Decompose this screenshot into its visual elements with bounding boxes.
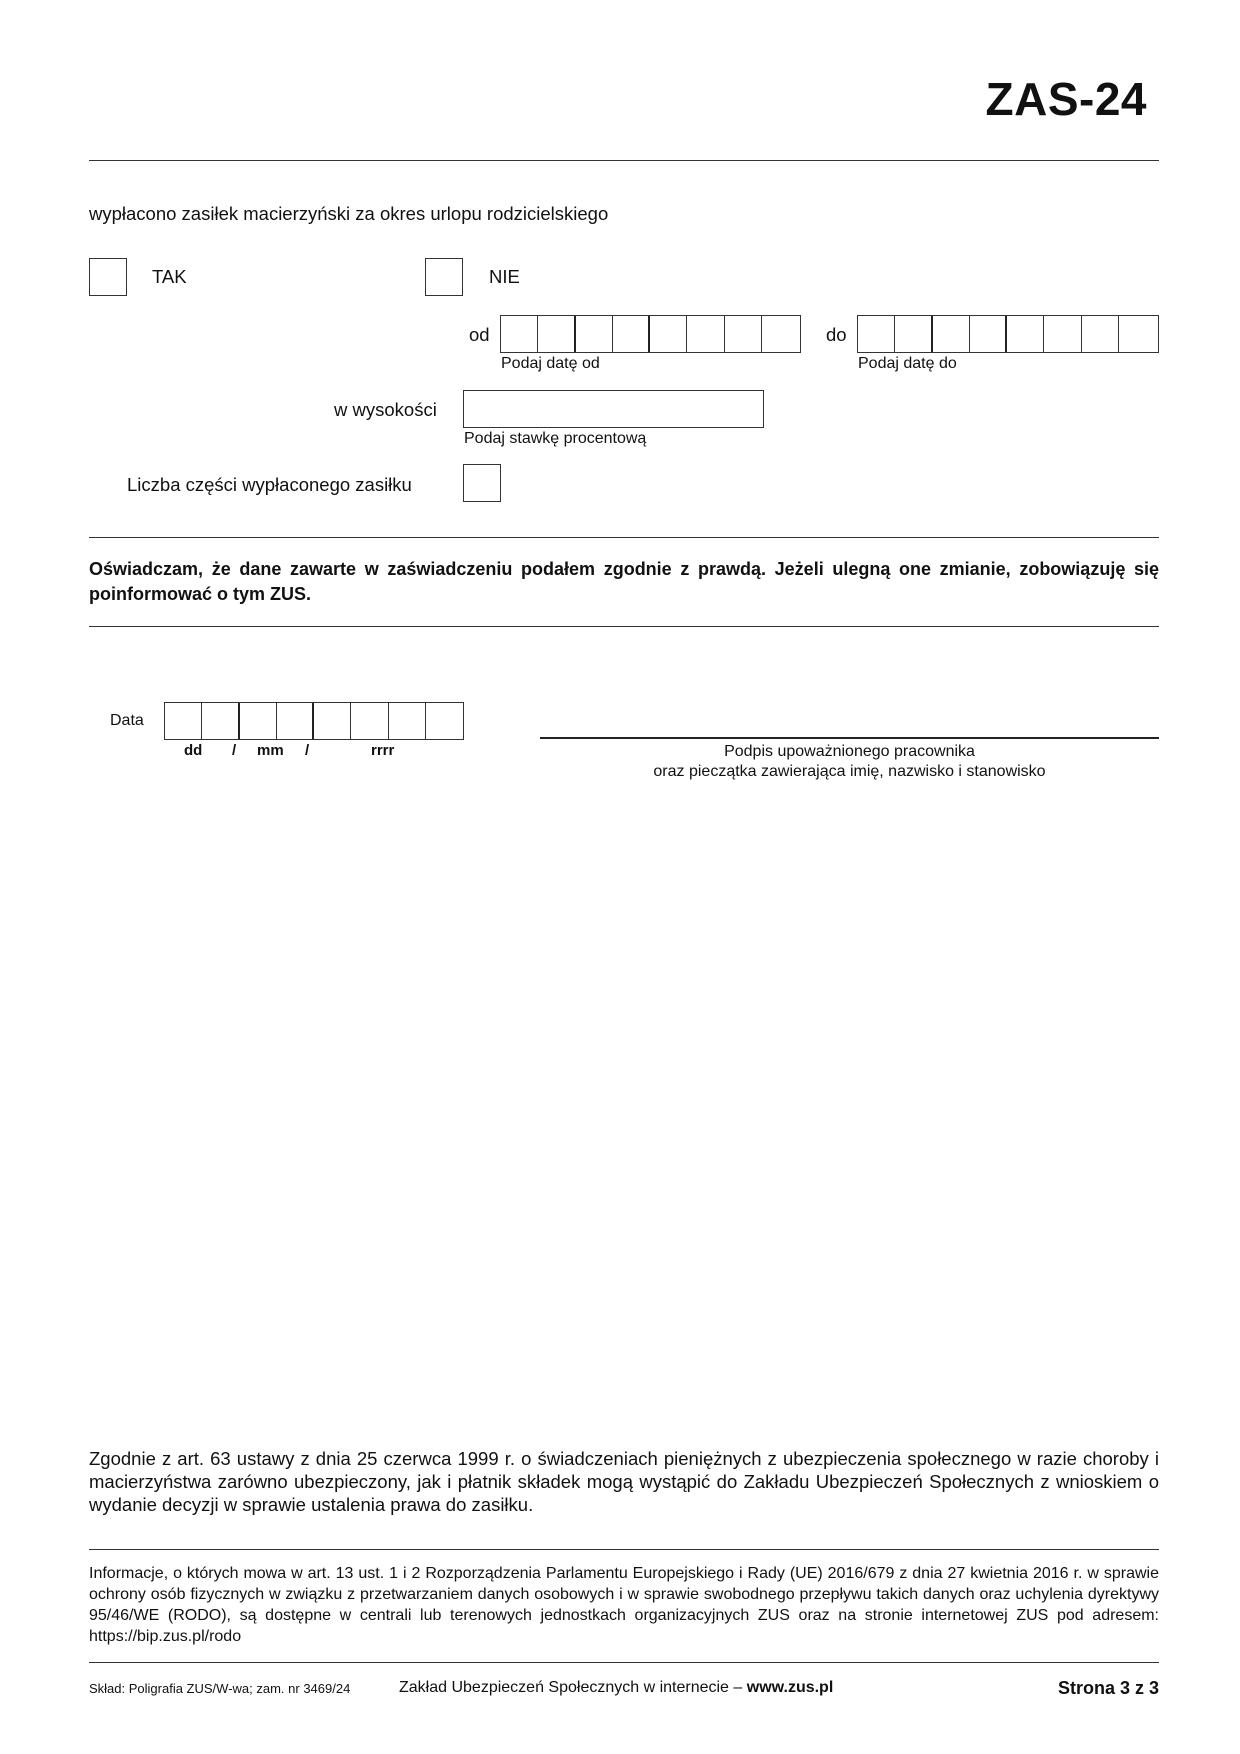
digit-cell[interactable]: [202, 703, 239, 739]
digit-cell[interactable]: [725, 316, 762, 352]
signature-caption-line1: Podpis upoważnionego pracownika: [724, 743, 975, 760]
signature-line[interactable]: [540, 737, 1159, 739]
to-label: do: [826, 324, 847, 345]
website-link[interactable]: www.zus.pl: [746, 1679, 834, 1696]
divider: [89, 1662, 1159, 1663]
to-hint: Podaj datę do: [858, 355, 957, 372]
date-format-separator: /: [232, 742, 237, 759]
digit-cell[interactable]: [970, 316, 1007, 352]
signature-caption-line2: oraz pieczątka zawierająca imię, nazwisko i stanowisko: [653, 763, 1046, 780]
digit-cell[interactable]: [277, 703, 314, 739]
digit-cell[interactable]: [576, 316, 613, 352]
date-format-yyyy: rrrr: [371, 742, 395, 759]
date-format-mm: mm: [257, 742, 284, 759]
digit-cell[interactable]: [351, 703, 388, 739]
amount-label: w wysokości: [334, 399, 437, 420]
date-format-separator: /: [305, 742, 310, 759]
checkbox-tak[interactable]: [89, 258, 127, 296]
digit-cell[interactable]: [762, 316, 799, 352]
date-input[interactable]: [164, 702, 464, 740]
internet-text: Zakład Ubezpieczeń Społecznych w internecie –: [399, 1679, 743, 1696]
from-label: od: [469, 324, 490, 345]
digit-cell[interactable]: [687, 316, 724, 352]
print-info: Skład: Poligrafia ZUS/W-wa; zam. nr 3469/24: [89, 1681, 351, 1696]
date-format-dd: dd: [184, 742, 203, 759]
divider: [89, 626, 1159, 627]
rodo-note: Informacje, o których mowa w art. 13 ust. 1 i 2 Rozporządzenia Parlamentu Europejskiego i Rady (UE) 2016/679 z dnia 27 kwietnia 2016 r. w sprawie ochrony osób fizycznych w związku z przetwarzaniem danych osobowych i w sprawie swobodnego przepływu takich danych oraz uchylenia dyrektywy 95/46/WE (RODO), są dostępne w centrali lub terenowych jednostkach organizacyjnych ZUS oraz na stronie internetowej ZUS pod adresem: https://bip.zus.pl/rodo: [89, 1565, 1159, 1645]
digit-cell[interactable]: [501, 316, 538, 352]
checkbox-nie[interactable]: [425, 258, 463, 296]
signature-caption: [540, 742, 1159, 782]
divider: [89, 160, 1159, 161]
page-number: Strona 3 z 3: [1057, 1678, 1159, 1698]
digit-cell[interactable]: [1044, 316, 1081, 352]
digit-cell[interactable]: [613, 316, 650, 352]
declaration-text: Oświadczam, że dane zawarte w zaświadczeniu podałem zgodnie z prawdą. Jeżeli ulegną one zmianie, zobowiązuję się poinformować o tym ZUS.: [89, 559, 1159, 604]
divider: [89, 537, 1159, 538]
parts-count-input[interactable]: [463, 464, 501, 502]
digit-cell[interactable]: [1007, 316, 1044, 352]
percentage-rate-input[interactable]: [463, 390, 764, 428]
digit-cell[interactable]: [858, 316, 895, 352]
digit-cell[interactable]: [933, 316, 970, 352]
digit-cell[interactable]: [1082, 316, 1119, 352]
date-label: Data: [110, 712, 144, 729]
from-hint: Podaj datę od: [501, 355, 600, 372]
digit-cell[interactable]: [895, 316, 932, 352]
amount-hint: Podaj stawkę procentową: [464, 430, 647, 447]
question-text: wypłacono zasiłek macierzyński za okres urlopu rodzicielskiego: [89, 203, 609, 224]
digit-cell[interactable]: [650, 316, 687, 352]
digit-cell[interactable]: [538, 316, 575, 352]
digit-cell[interactable]: [240, 703, 277, 739]
divider: [89, 1549, 1159, 1550]
digit-cell[interactable]: [426, 703, 463, 739]
date-from-input[interactable]: [500, 315, 801, 353]
option-tak-label: TAK: [152, 266, 187, 287]
digit-cell[interactable]: [165, 703, 202, 739]
digit-cell[interactable]: [314, 703, 351, 739]
digit-cell[interactable]: [389, 703, 426, 739]
option-nie-label: NIE: [489, 266, 520, 287]
legal-note: Zgodnie z art. 63 ustawy z dnia 25 czerwca 1999 r. o świadczeniach pieniężnych z ubezpieczenia społecznego w razie choroby i macierzyństwa zarówno ubezpieczony, jak i płatnik składek mogą wystąpić do Zakładu Ubezpieczeń Społecznych z wnioskiem o wydanie decyzji w sprawie ustalenia prawa do zasiłku.: [89, 1448, 1159, 1515]
footer-internet: [399, 1679, 833, 1697]
form-code: ZAS-24: [985, 73, 1147, 125]
date-to-input[interactable]: [857, 315, 1159, 353]
parts-label: Liczba części wypłaconego zasiłku: [127, 474, 412, 495]
digit-cell[interactable]: [1119, 316, 1156, 352]
